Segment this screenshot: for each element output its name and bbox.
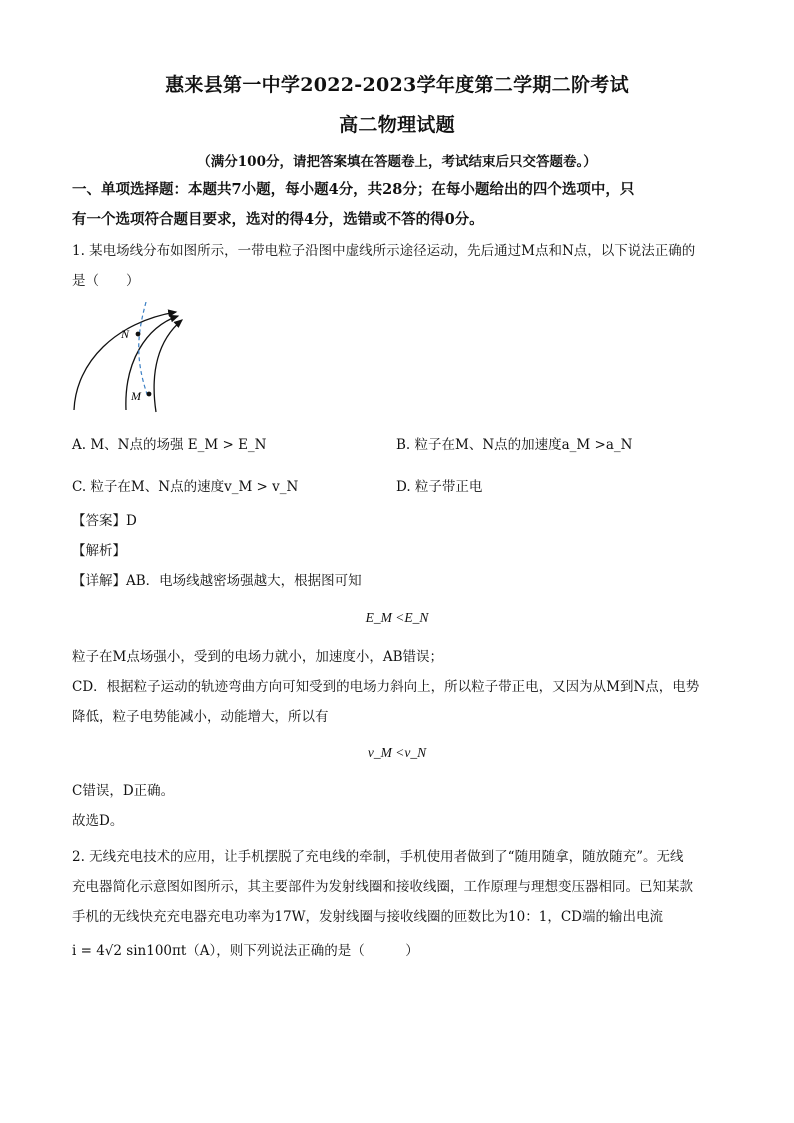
q1-detail-line4: 降低，粒子电势能减小，动能增大，所以有: [72, 709, 329, 725]
q1-stem-line2: 是（ ）: [72, 273, 140, 289]
q1-detail-line3: CD．根据粒子运动的轨迹弯曲方向可知受到的电场力斜向上，所以粒子带正电，又因为从M到N点，电势: [72, 679, 700, 695]
q1-option-a: A. M、N点的场强 E_M > E_N: [72, 437, 267, 453]
q2-line2: 充电器简化示意图如图所示，其主要部件为发射线圈和接收线圈，工作原理与理想变压器相同。已知某款: [72, 879, 693, 895]
q1-formula-2: v_M <v_N: [367, 745, 427, 760]
section-heading-line1: 一、单项选择题：本题共7小题，每小题4分，共28分；在每小题给出的四个选项中，只: [72, 181, 635, 198]
q1-detail-line1: 【详解】AB．电场线越密场强越大，根据图可知: [72, 573, 362, 589]
label-m: M: [131, 389, 141, 403]
q1-option-d: D. 粒子带正电: [396, 479, 483, 495]
q1-detail-line6: 故选D。: [72, 813, 124, 829]
point-m: [147, 392, 152, 397]
q1-detail-line2: 粒子在M点场强小，受到的电场力就小，加速度小，AB错误；: [72, 649, 443, 665]
q2-line1: 2. 无线充电技术的应用，让手机摆脱了充电线的牵制，手机使用者做到了“随用随拿，随放随充”。无线: [72, 849, 684, 865]
q1-formula-1: E_M <E_N: [365, 610, 429, 625]
q1-stem-line1: 1. 某电场线分布如图所示，一带电粒子沿图中虚线所示途径运动，先后通过M点和N点，以下说法正确的: [72, 243, 696, 259]
q1-option-c: C. 粒子在M、N点的速度v_M > v_N: [72, 479, 299, 495]
q1-analysis-label: 【解析】: [72, 543, 126, 559]
particle-trajectory: [139, 302, 148, 397]
label-n: N: [121, 327, 130, 341]
exam-subtitle: 高二物理试题: [339, 114, 455, 136]
q1-detail-line5: C错误，D正确。: [72, 783, 175, 799]
q1-answer: 【答案】D: [72, 513, 137, 529]
section-heading-line2: 有一个选项符合题目要求，选对的得4分，选错或不答的得0分。: [72, 211, 484, 228]
field-line-3: [154, 320, 182, 412]
electric-field-diagram: [66, 302, 196, 418]
q2-line4: i = 4√2 sin100πt（A），则下列说法正确的是（ ）: [72, 943, 419, 959]
q2-line3: 手机的无线快充充电器充电功率为17W，发射线圈与接收线圈的匝数比为10：1，CD端的输出电流: [72, 909, 663, 925]
exam-title: 惠来县第一中学2022-2023学年度第二学期二阶考试: [165, 74, 629, 96]
q1-option-b: B. 粒子在M、N点的加速度a_M >a_N: [396, 437, 633, 453]
point-n: [136, 332, 141, 337]
exam-note: （满分100分，请把答案填在答题卷上，考试结束后只交答题卷。）: [197, 154, 597, 170]
